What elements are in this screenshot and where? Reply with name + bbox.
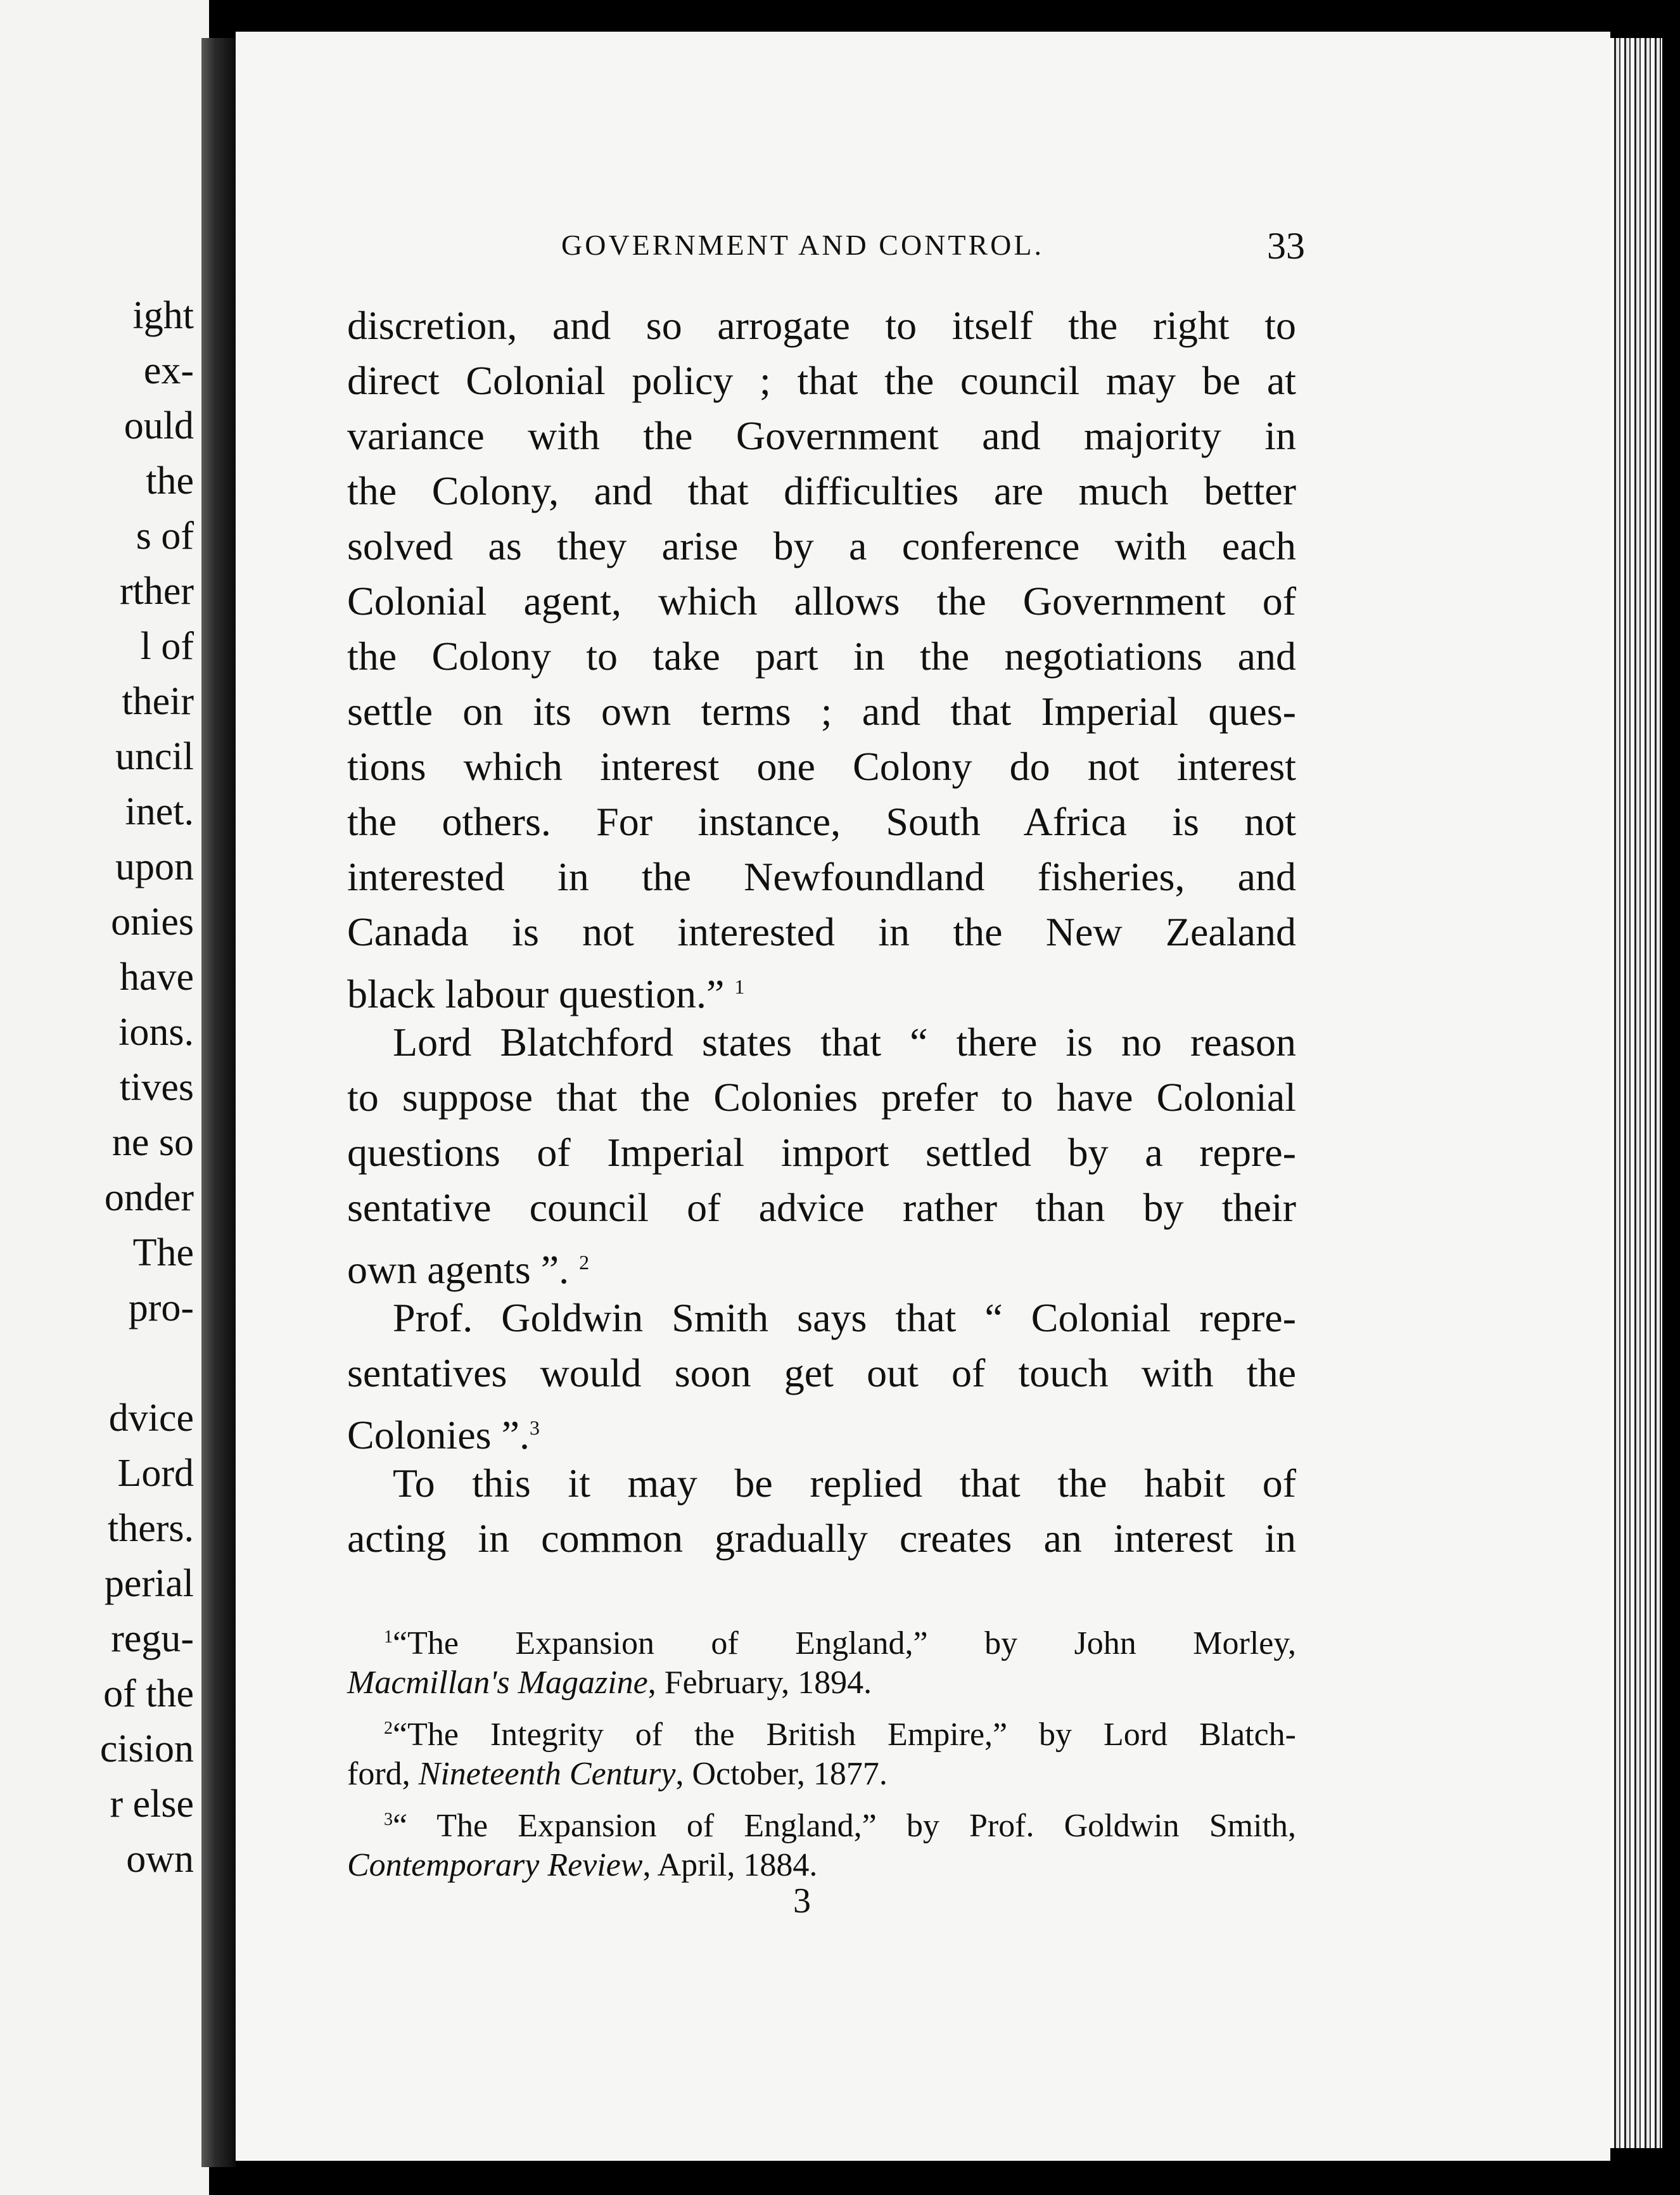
facing-page: [0, 0, 209, 2195]
footnote-continuation: [347, 1660, 1296, 1706]
text-line: sentative council of advice rather than by their: [347, 1185, 1296, 1230]
footnote-text: , April, 1884.: [642, 1847, 818, 1883]
text-line: Lord Blatchford states that “ there is no reason: [393, 1020, 1296, 1065]
footnote-ref: 1: [734, 975, 745, 998]
facing-page-fragment: uncil: [115, 735, 194, 778]
text-line: Prof. Goldwin Smith says that “ Colonial repre-: [393, 1295, 1296, 1340]
text-line: Colonial agent, which allows the Government of: [347, 579, 1296, 624]
page-number: 33: [1267, 225, 1305, 267]
facing-page-fragment: inet.: [125, 790, 194, 833]
facing-page-fragment: upon: [115, 845, 194, 888]
facing-page-fragment: dvice: [108, 1397, 194, 1440]
facing-page-fragment: onies: [111, 900, 194, 944]
footnote-marker: 3: [384, 1810, 393, 1829]
facing-page-fragment: s of: [136, 515, 194, 558]
text-line-content: black labour question.”: [347, 971, 725, 1016]
page-edges: [1610, 38, 1662, 2148]
facing-page-fragment: thers.: [107, 1507, 194, 1550]
body-text: [347, 298, 1296, 1566]
text-line: direct Colonial policy ; that the council may be at: [347, 358, 1296, 403]
facing-page-fragment: Lord: [117, 1452, 194, 1495]
footnote: [347, 1706, 1296, 1751]
text-line: tions which interest one Colony do not interest: [347, 744, 1296, 789]
facing-page-fragment: their: [122, 680, 194, 723]
footnote-text: “ The Expansion of England,” by Prof. Goldwin Smith,: [393, 1808, 1296, 1844]
text-line: questions of Imperial import settled by a repre-: [347, 1130, 1296, 1175]
text-line: the Colony to take part in the negotiations and: [347, 634, 1296, 679]
footnote-continuation: [347, 1843, 1296, 1888]
text-line: the Colony, and that difficulties are much better: [347, 468, 1296, 513]
text-line: [347, 1400, 1296, 1456]
facing-page-fragment: ions.: [118, 1011, 194, 1054]
text-line: sentatives would soon get out of touch with the: [347, 1350, 1296, 1395]
facing-page-fragment: The: [132, 1231, 194, 1274]
footnote-text: “The Expansion of England,” by John Morley,: [393, 1625, 1296, 1661]
text-line: solved as they arise by a conference with each: [347, 523, 1296, 568]
facing-page-fragment: cision: [99, 1727, 194, 1770]
facing-page-fragment: regu-: [111, 1617, 194, 1660]
footnote-ref: 2: [579, 1251, 590, 1274]
facing-page-fragment: have: [119, 956, 194, 999]
facing-page-fragment: perial: [104, 1562, 194, 1605]
facing-page-fragment: rther: [119, 570, 194, 613]
facing-page-fragment: of the: [103, 1672, 194, 1715]
text-line: To this it may be replied that the habit of: [393, 1461, 1296, 1506]
facing-page-fragment: r else: [110, 1782, 194, 1826]
footnote-text: “The Integrity of the British Empire,” by Lord Blatch-: [393, 1717, 1296, 1753]
footnote-text: ford,: [347, 1756, 419, 1792]
facing-page-fragment: ne so: [111, 1121, 194, 1164]
footnote-text: , February, 1894.: [647, 1665, 872, 1701]
footnote: [347, 1615, 1296, 1660]
text-line: settle on its own terms ; and that Imperial ques-: [347, 689, 1296, 734]
facing-page-fragment: ex-: [143, 349, 194, 392]
book-gutter: [201, 38, 236, 2167]
footnote-marker: 1: [384, 1627, 393, 1647]
text-line: [347, 1235, 1296, 1290]
signature-mark: 3: [793, 1881, 811, 1921]
facing-page-fragment: own: [126, 1838, 194, 1881]
text-line-content: own agents ”.: [347, 1247, 570, 1292]
facing-page-fragment: ould: [124, 404, 194, 447]
text-line-content: Colonies ”.: [347, 1412, 530, 1457]
footnote: [347, 1797, 1296, 1843]
text-line: acting in common gradually creates an interest in: [347, 1516, 1296, 1561]
facing-page-fragment: ight: [132, 294, 194, 337]
footnote-source-title: Macmillan's Magazine: [347, 1665, 648, 1701]
facing-page-fragment: pro-: [128, 1286, 194, 1329]
text-line: variance with the Government and majority in: [347, 413, 1296, 458]
footnote-marker: 2: [384, 1718, 393, 1738]
footnote-text: , October, 1877.: [675, 1756, 888, 1792]
footnote-source-title: Contemporary Review: [347, 1847, 643, 1883]
text-line: to suppose that the Colonies prefer to have Colonial: [347, 1075, 1296, 1120]
facing-page-fragment: onder: [104, 1176, 194, 1219]
footnote-ref: 3: [529, 1416, 540, 1439]
facing-page-fragment: l of: [140, 625, 194, 668]
text-line: [347, 959, 1296, 1014]
footnotes: [347, 1615, 1296, 1888]
footnote-continuation: [347, 1751, 1296, 1797]
facing-page-fragment: tives: [119, 1066, 194, 1109]
running-head: [323, 225, 1305, 272]
text-line: Canada is not interested in the New Zealand: [347, 909, 1296, 954]
text-line: interested in the Newfoundland fisheries, and: [347, 854, 1296, 899]
facing-page-fragment: the: [146, 459, 194, 502]
running-title: GOVERNMENT AND CONTROL.: [561, 229, 1044, 261]
text-line: discretion, and so arrogate to itself the right to: [347, 303, 1296, 348]
text-line: the others. For instance, South Africa is not: [347, 799, 1296, 844]
footnote-source-title: Nineteenth Century: [418, 1756, 676, 1792]
